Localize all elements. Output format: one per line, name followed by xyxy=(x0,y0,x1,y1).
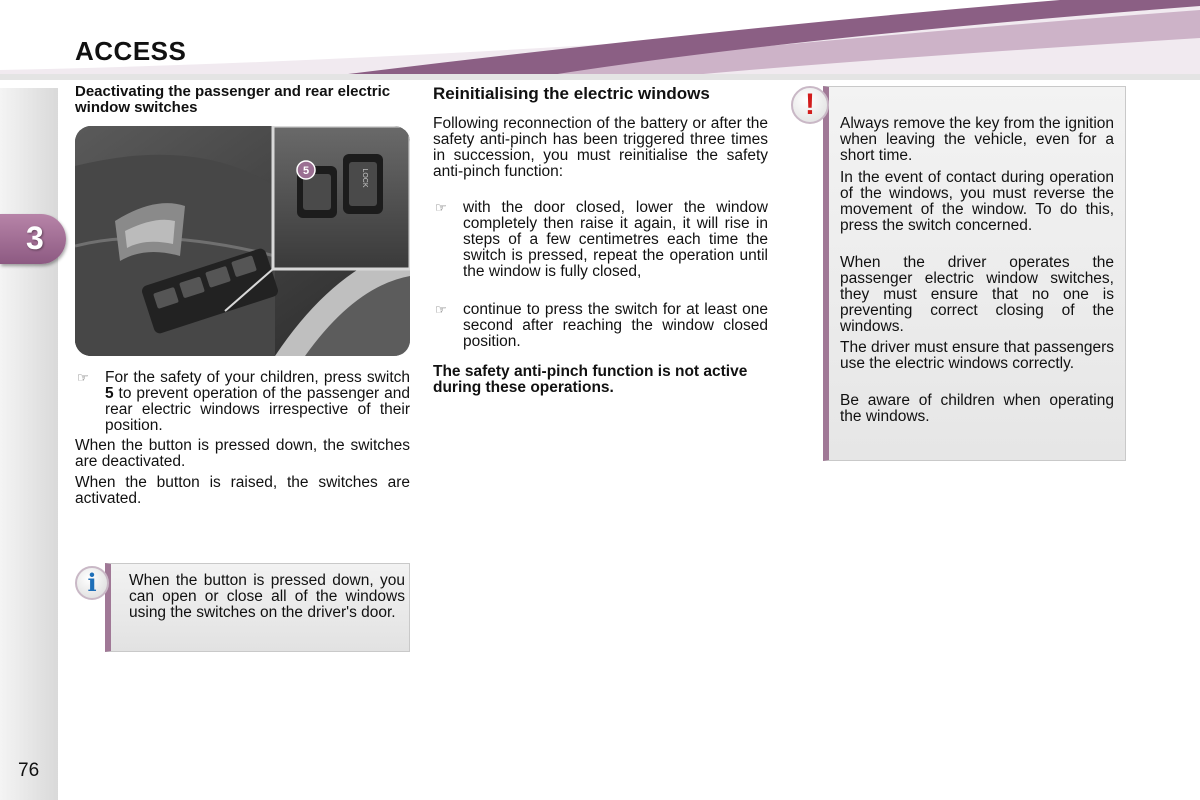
warning-paragraph: When the driver operates the passenger electric window switches, they must ensure that no one is preventing correct closing of the windows. xyxy=(840,254,1114,335)
reinitialise-intro: Following reconnection of the battery or after the safety anti-pinch has been triggered three times in succession, you must reinitialise the safety anti-pinch function: xyxy=(433,115,768,180)
bullet-text: with the door closed, lower the window completely then raise it again, it will rise in steps of a few centimetres each time the switch is pressed, repeat the operation until the window is fully closed, xyxy=(463,199,768,280)
bullet-hand-icon: ☞ xyxy=(435,200,447,215)
bullet-text: continue to press the switch for at least one second after reaching the window closed position. xyxy=(463,301,768,350)
pressed-down-paragraph: When the button is pressed down, the switches are deactivated. xyxy=(75,437,410,470)
bullet-hand-icon: ☞ xyxy=(77,370,89,385)
anti-pinch-note: The safety anti-pinch function is not active during these operations. xyxy=(433,363,748,396)
chapter-sidebar xyxy=(0,88,58,800)
warning-icon: ! xyxy=(791,86,829,124)
child-safety-bullet xyxy=(75,370,410,434)
chapter-tab[interactable] xyxy=(0,214,66,264)
reinitialise-step-1 xyxy=(433,200,768,280)
door-switch-photo xyxy=(75,126,410,356)
bullet-hand-icon: ☞ xyxy=(435,302,447,317)
warning-paragraph: Be aware of children when operating the windows. xyxy=(840,392,1114,425)
reinitialise-heading: Reinitialising the electric windows xyxy=(433,84,710,103)
switch-deactivation-heading: Deactivating the passenger and rear electric window switches xyxy=(75,83,391,116)
lock-switch-label: LOCK xyxy=(361,168,368,188)
warning-paragraph: The driver must ensure that passengers use the electric windows correctly. xyxy=(840,339,1114,372)
bullet-text: For the safety of your children, press switch 5 to prevent operation of the passenger and rear electric windows irrespective of their position. xyxy=(105,369,410,434)
section-title: ACCESS xyxy=(75,36,187,66)
info-box xyxy=(105,563,410,652)
switch-callout-label: 5 xyxy=(302,165,310,177)
page-number: 76 xyxy=(18,760,40,781)
raised-paragraph: When the button is raised, the switches are activated. xyxy=(75,474,410,507)
info-icon: i xyxy=(75,566,109,600)
chapter-number: 3 xyxy=(26,220,44,256)
info-text: When the button is pressed down, you can open or close all of the windows using the switches on the driver's door. xyxy=(129,572,405,621)
reinitialise-step-2 xyxy=(433,302,768,350)
warning-paragraph: Always remove the key from the ignition when leaving the vehicle, even for a short time. xyxy=(840,115,1114,164)
warning-paragraph: In the event of contact during operation of the windows, you must reverse the movement of the window. To do this, press the switch concerned. xyxy=(840,169,1114,234)
